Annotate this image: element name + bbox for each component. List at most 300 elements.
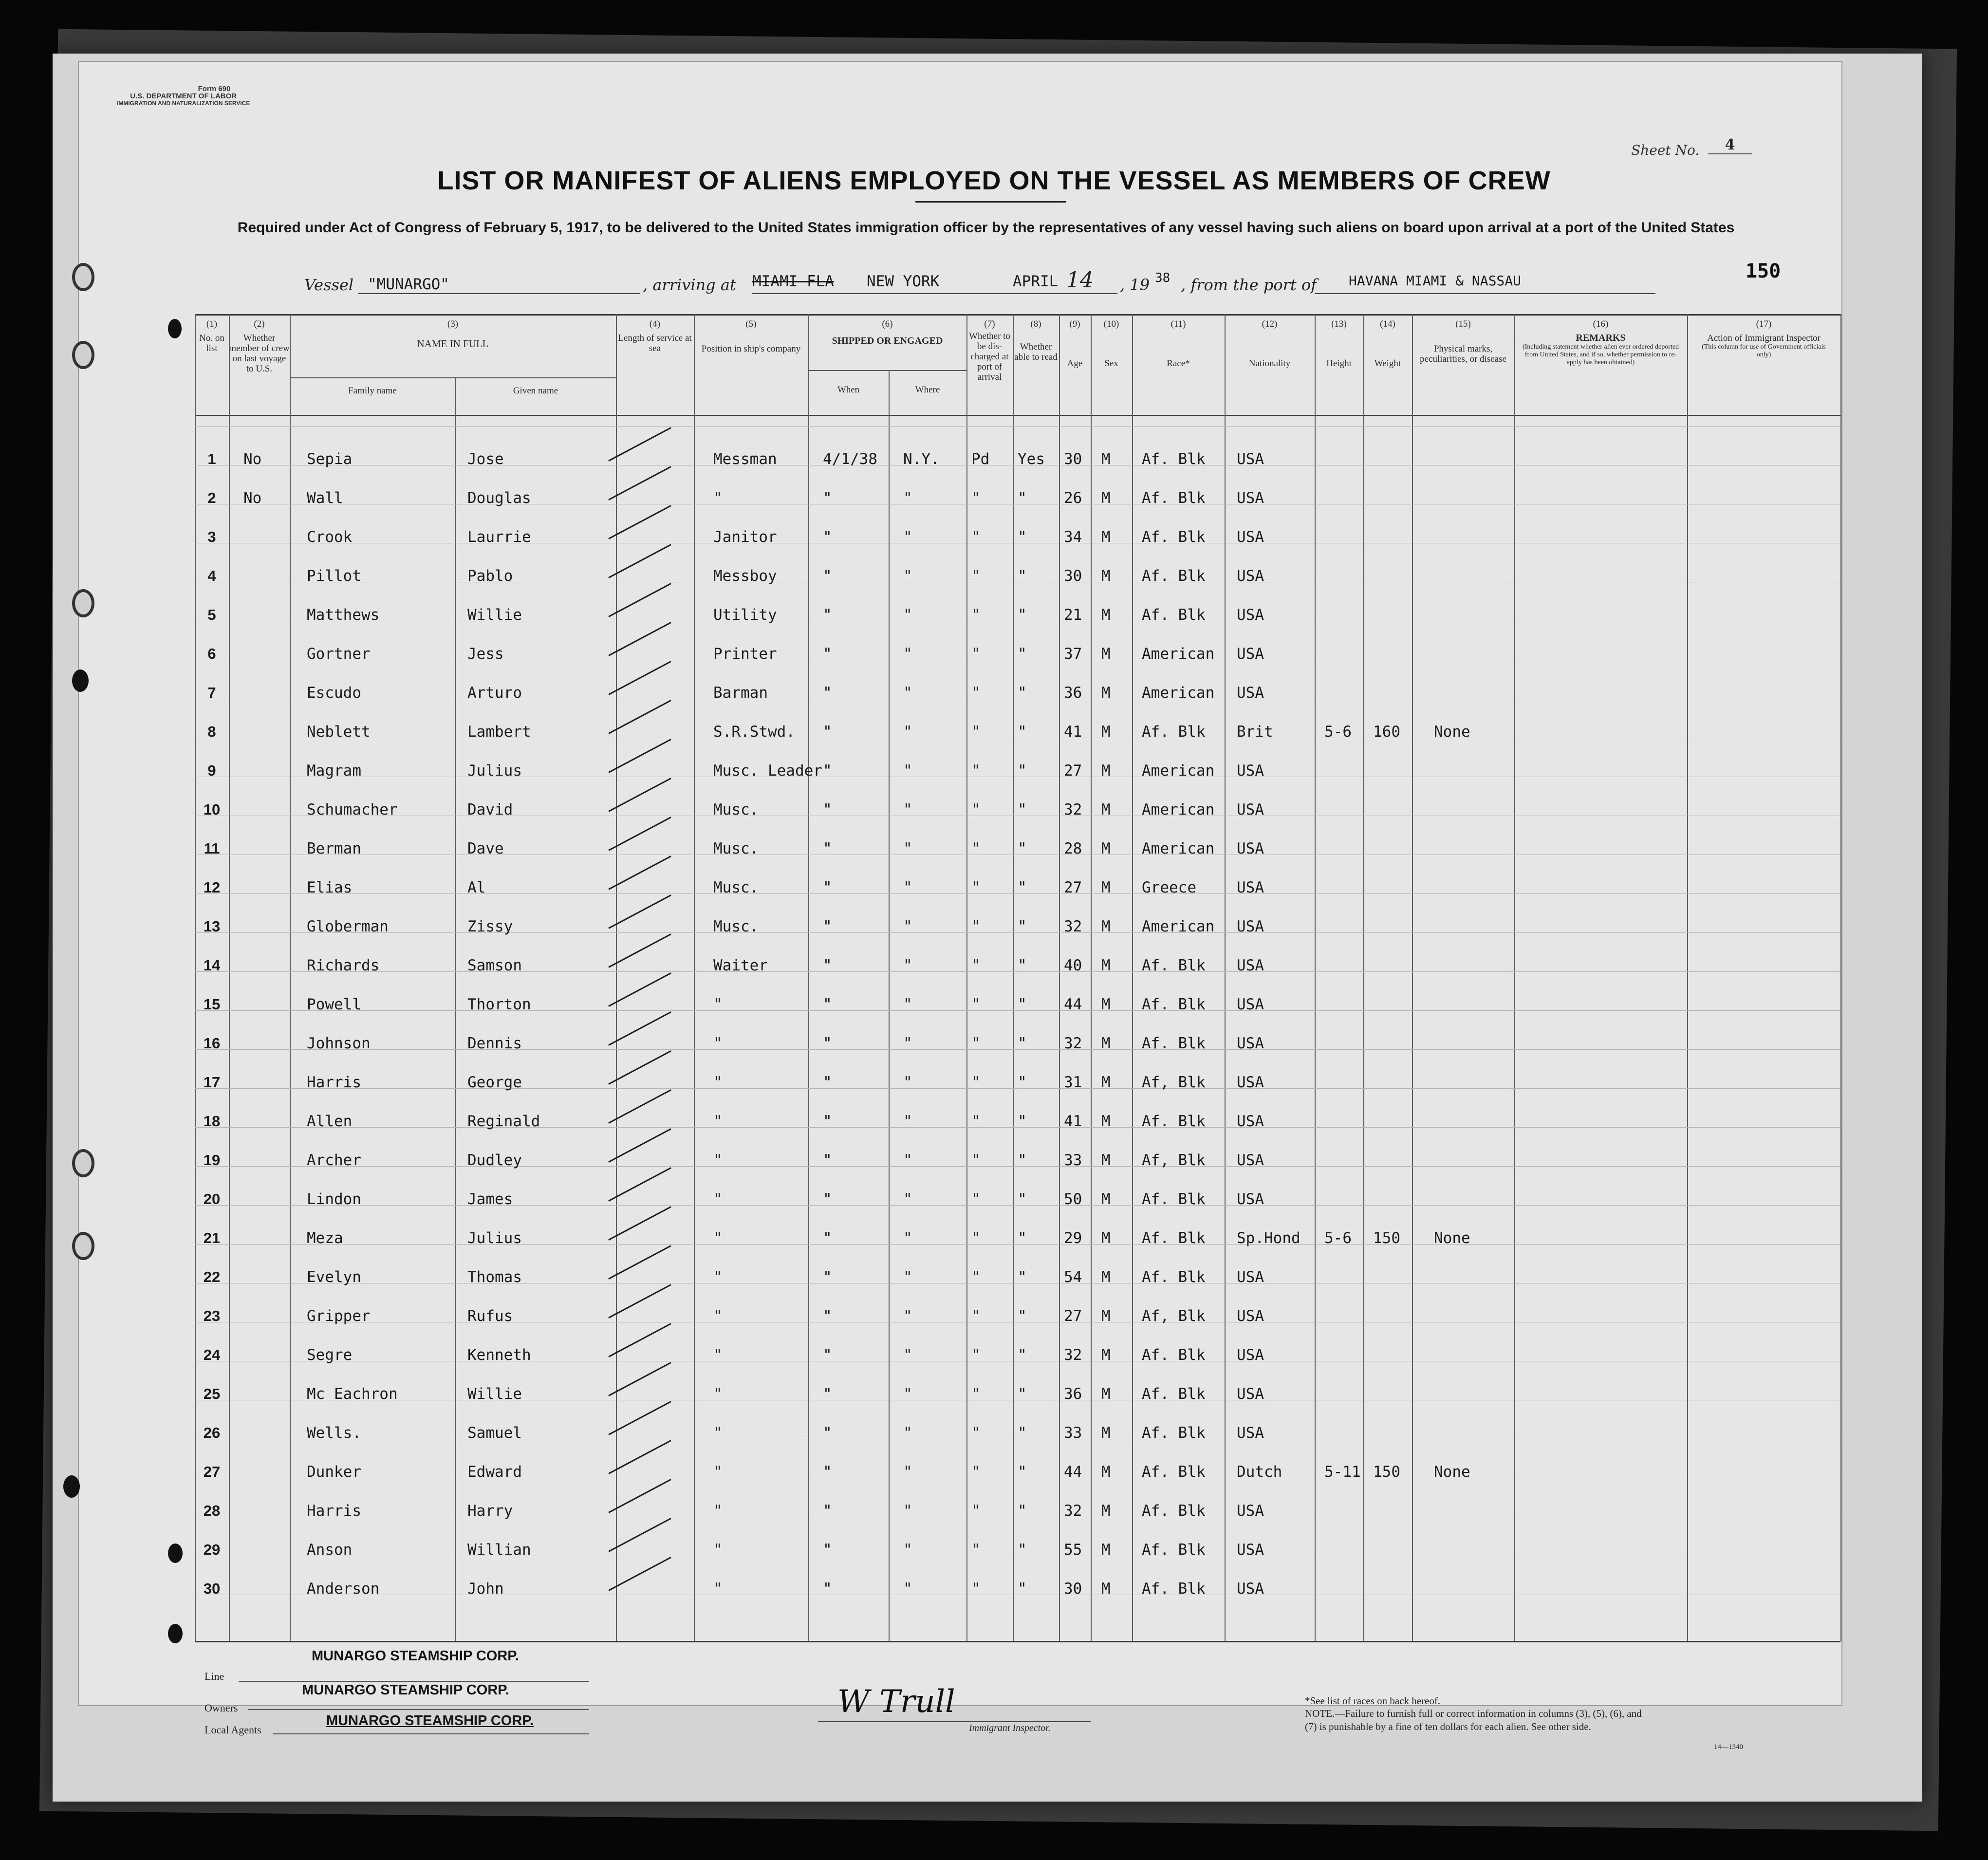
- arrival-day: 14: [1066, 268, 1094, 293]
- column-rule: [229, 314, 230, 1641]
- column-rule: [1132, 314, 1133, 1641]
- given-name: Kenneth: [467, 1346, 531, 1364]
- sex: M: [1101, 528, 1111, 546]
- age: 27: [1064, 762, 1082, 780]
- race: Af. Blk: [1142, 1268, 1206, 1286]
- col-number: (9): [1069, 319, 1080, 329]
- discharged: Pd: [971, 450, 990, 468]
- col-number: (11): [1171, 319, 1186, 329]
- family-name: Schumacher: [307, 801, 398, 818]
- age: 32: [1064, 1502, 1082, 1520]
- able-to-read: Yes: [1018, 450, 1045, 468]
- column-rule: [616, 314, 617, 1641]
- family-name: Pillot: [307, 567, 361, 585]
- ship-position: Musc.: [713, 879, 759, 896]
- line-label: Line: [204, 1670, 224, 1682]
- nationality: USA: [1237, 1346, 1264, 1364]
- shipped-where: ": [903, 840, 912, 857]
- service-name: IMMIGRATION AND NATURALIZATION SERVICE: [117, 100, 250, 107]
- sex: M: [1101, 918, 1111, 935]
- document-subtitle: Required under Act of Congress of February 5, 1917, to be delivered to the United States immigration officer by the representatives of any vessel having such aliens on board upon arrival at a port of the United States: [237, 220, 1735, 236]
- ship-position: ": [713, 1463, 723, 1481]
- age: 44: [1064, 1463, 1082, 1481]
- nationality: USA: [1237, 879, 1264, 896]
- given-name: Willie: [467, 1385, 522, 1403]
- nationality: USA: [1237, 1190, 1264, 1208]
- row-number: 30: [203, 1580, 221, 1597]
- discharged: ": [971, 840, 981, 857]
- discharged: ": [971, 489, 981, 507]
- family-name: Lindon: [307, 1190, 361, 1208]
- race: American: [1142, 762, 1215, 780]
- shipped-when: ": [823, 1424, 832, 1442]
- family-name: Anderson: [307, 1580, 380, 1598]
- discharged: ": [971, 1268, 981, 1286]
- given-name: Edward: [467, 1463, 522, 1481]
- given-name: Samuel: [467, 1424, 522, 1442]
- nationality: Dutch: [1237, 1463, 1282, 1481]
- shipped-when: ": [823, 918, 832, 935]
- col-title: Action of Immigrant Inspector: [1707, 333, 1821, 343]
- height: 5-11: [1324, 1463, 1361, 1481]
- row-number: 14: [203, 957, 221, 974]
- nationality: USA: [1237, 684, 1264, 702]
- column-rule: [889, 370, 890, 1641]
- ship-position: ": [713, 1074, 723, 1091]
- shipped-where: ": [903, 528, 912, 546]
- able-to-read: ": [1018, 801, 1027, 818]
- col8-header: [1013, 319, 1059, 362]
- col-number: (15): [1455, 319, 1471, 329]
- shipped-when: ": [823, 1502, 832, 1520]
- age: 28: [1064, 840, 1082, 857]
- nationality: USA: [1237, 1424, 1264, 1442]
- col-title: Position in ship's company: [701, 344, 801, 354]
- col14-header: [1363, 319, 1412, 369]
- sex: M: [1101, 1074, 1111, 1091]
- col-title: Height: [1326, 358, 1352, 369]
- shipped-when: ": [823, 723, 832, 741]
- sex: M: [1101, 684, 1111, 702]
- col-title: Race*: [1167, 358, 1190, 369]
- race: Af, Blk: [1142, 1152, 1206, 1169]
- col6a-header: When: [837, 385, 860, 395]
- ship-position: Janitor: [713, 528, 777, 546]
- shipped-where: ": [903, 1152, 912, 1169]
- vessel-label: Vessel: [304, 276, 354, 294]
- owners-label: Owners: [204, 1702, 238, 1714]
- row-number: 26: [203, 1424, 221, 1441]
- able-to-read: ": [1018, 762, 1027, 780]
- col13-header: [1315, 319, 1363, 369]
- shipped-where: ": [903, 1113, 912, 1130]
- given-name: Dave: [467, 840, 504, 857]
- col-title: SHIPPED OR ENGAGED: [832, 335, 943, 346]
- col-title: Whether able to read: [1014, 342, 1058, 362]
- row-number: 3: [207, 528, 216, 545]
- inspector-label: Immigrant Inspector.: [969, 1723, 1051, 1733]
- vessel-name: "MUNARGO": [368, 276, 449, 293]
- able-to-read: ": [1018, 879, 1027, 896]
- shipped-when: ": [823, 1268, 832, 1286]
- races-note: *See list of races on back hereof.: [1305, 1695, 1441, 1707]
- discharged: ": [971, 1229, 981, 1247]
- col-title: Length of service at sea: [618, 333, 692, 353]
- row-number: 4: [207, 567, 216, 584]
- given-name: Lambert: [467, 723, 531, 741]
- race: American: [1142, 645, 1215, 663]
- punch-hole: [72, 1149, 94, 1177]
- sex: M: [1101, 996, 1111, 1013]
- nationality: USA: [1237, 918, 1264, 935]
- crew-last-voyage: No: [243, 450, 262, 468]
- col3-header: [290, 319, 616, 349]
- nationality: USA: [1237, 1385, 1264, 1403]
- family-name: Matthews: [307, 606, 380, 624]
- age: 34: [1064, 528, 1082, 546]
- race: American: [1142, 801, 1215, 818]
- age: 30: [1064, 567, 1082, 585]
- ship-position: ": [713, 1424, 723, 1442]
- discharged: ": [971, 1190, 981, 1208]
- row-number: 20: [203, 1190, 221, 1208]
- race: Af. Blk: [1142, 996, 1206, 1013]
- ship-position: Musc.: [713, 918, 759, 935]
- discharged: ": [971, 1113, 981, 1130]
- col-number: (17): [1756, 319, 1772, 329]
- row-number: 12: [203, 879, 221, 896]
- col-title: Nationality: [1248, 358, 1291, 369]
- shipped-when: ": [823, 762, 832, 780]
- race: Af. Blk: [1142, 1541, 1206, 1559]
- row-number: 28: [203, 1502, 221, 1519]
- penalty-note: NOTE.—Failure to furnish full or correct information in columns (3), (5), (6), and (7) is punishable by a fine of ten dollars for each alien. See other side.: [1305, 1708, 1642, 1732]
- age: 41: [1064, 1113, 1082, 1130]
- family-name: Sepia: [307, 450, 353, 468]
- discharged: ": [971, 1307, 981, 1325]
- shipped-where: ": [903, 567, 912, 585]
- nationality: USA: [1237, 840, 1264, 857]
- able-to-read: ": [1018, 1113, 1027, 1130]
- ship-position: ": [713, 1152, 723, 1169]
- col-number: (7): [984, 319, 995, 329]
- discharged: ": [971, 1502, 981, 1520]
- shipped-when: ": [823, 957, 832, 974]
- able-to-read: ": [1018, 723, 1027, 741]
- race: American: [1142, 684, 1215, 702]
- shipped-when: ": [823, 1580, 832, 1598]
- age: 30: [1064, 450, 1082, 468]
- sex: M: [1101, 1424, 1111, 1442]
- department-name: U.S. DEPARTMENT OF LABOR: [130, 92, 237, 100]
- able-to-read: ": [1018, 918, 1027, 935]
- discharged: ": [971, 528, 981, 546]
- given-name: Julius: [467, 1229, 522, 1247]
- weight: 150: [1373, 1229, 1400, 1247]
- nationality: USA: [1237, 1268, 1264, 1286]
- family-name: Archer: [307, 1152, 361, 1169]
- shipped-where: ": [903, 489, 912, 507]
- race: Af. Blk: [1142, 1190, 1206, 1208]
- shipped-where: ": [903, 1229, 912, 1247]
- discharged: ": [971, 723, 981, 741]
- sex: M: [1101, 1229, 1111, 1247]
- punch-hole: [168, 319, 182, 338]
- shipped-when: ": [823, 1152, 832, 1169]
- able-to-read: ": [1018, 1541, 1027, 1559]
- title-underline: [915, 201, 1066, 203]
- shipped-where: ": [903, 1346, 912, 1364]
- col-number: (6): [882, 319, 893, 329]
- col-number: (2): [254, 319, 265, 329]
- able-to-read: ": [1018, 1190, 1027, 1208]
- column-rule: [808, 314, 809, 1641]
- family-name: Harris: [307, 1074, 361, 1091]
- family-name: Magram: [307, 762, 361, 780]
- col-title: Weight: [1374, 358, 1401, 369]
- given-name: Harry: [467, 1502, 513, 1520]
- weight: 150: [1373, 1463, 1400, 1481]
- sex: M: [1101, 1346, 1111, 1364]
- nationality: USA: [1237, 1035, 1264, 1052]
- nationality: USA: [1237, 1541, 1264, 1559]
- shipped-when: ": [823, 606, 832, 624]
- column-rule: [1687, 314, 1688, 1641]
- race: Af. Blk: [1142, 489, 1206, 507]
- shipped-where: ": [903, 996, 912, 1013]
- given-name: Dudley: [467, 1152, 522, 1169]
- sex: M: [1101, 1113, 1111, 1130]
- discharged: ": [971, 1541, 981, 1559]
- nationality: USA: [1237, 606, 1264, 624]
- sex: M: [1101, 645, 1111, 663]
- year-suffix: 38: [1155, 271, 1171, 285]
- sex: M: [1101, 1541, 1111, 1559]
- family-name: Elias: [307, 879, 353, 896]
- shipped-when: ": [823, 1229, 832, 1247]
- from-port-label: , from the port of: [1181, 276, 1317, 294]
- arriving-port-struck: MIAMI FLA: [752, 273, 834, 290]
- column-rule: [1225, 314, 1226, 1641]
- shipped-when: ": [823, 801, 832, 818]
- table-bottom-border: [195, 1641, 1840, 1642]
- ship-position: ": [713, 1502, 723, 1520]
- owners-value: MUNARGO STEAMSHIP CORP.: [302, 1682, 509, 1698]
- age: 32: [1064, 918, 1082, 935]
- age: 36: [1064, 1385, 1082, 1403]
- ship-position: Messboy: [713, 567, 777, 585]
- from-port: HAVANA MIAMI & NASSAU: [1349, 273, 1522, 289]
- shipped-where: ": [903, 1424, 912, 1442]
- sex: M: [1101, 1463, 1111, 1481]
- race: Af. Blk: [1142, 957, 1206, 974]
- column-rule: [1363, 314, 1364, 1641]
- given-name: Al: [467, 879, 486, 896]
- print-code: 14—1340: [1714, 1743, 1743, 1751]
- sex: M: [1101, 1190, 1111, 1208]
- nationality: USA: [1237, 528, 1264, 546]
- shipped-where: ": [903, 723, 912, 741]
- age: 31: [1064, 1074, 1082, 1091]
- able-to-read: ": [1018, 1035, 1027, 1052]
- col17-header: [1687, 319, 1840, 359]
- family-name: Escudo: [307, 684, 361, 702]
- race: Af. Blk: [1142, 1463, 1206, 1481]
- agents-label: Local Agents: [204, 1724, 261, 1736]
- able-to-read: ": [1018, 645, 1027, 663]
- age: 32: [1064, 801, 1082, 818]
- row-number: 23: [203, 1307, 221, 1324]
- given-name: James: [467, 1190, 513, 1208]
- col-title: Physical marks, peculiarities, or disease: [1420, 344, 1506, 364]
- shipped-where: ": [903, 957, 912, 974]
- shipped-where: ": [903, 1307, 912, 1325]
- sex: M: [1101, 840, 1111, 857]
- age: 37: [1064, 645, 1082, 663]
- able-to-read: ": [1018, 840, 1027, 857]
- ship-position: Musc.: [713, 801, 759, 818]
- name-subheader-rule: [290, 377, 616, 378]
- age: 32: [1064, 1035, 1082, 1052]
- col16-header: [1514, 319, 1687, 367]
- shipped-where: ": [903, 1268, 912, 1286]
- col5-header: [694, 319, 808, 354]
- ship-position: Barman: [713, 684, 768, 702]
- row-number: 24: [203, 1346, 221, 1363]
- row-number: 8: [207, 723, 216, 740]
- shipped-when: ": [823, 879, 832, 896]
- sex: M: [1101, 1580, 1111, 1598]
- given-name: Willian: [467, 1541, 531, 1559]
- arriving-label: , arriving at: [643, 276, 736, 294]
- row-number: 11: [204, 840, 220, 857]
- given-name: Jose: [467, 450, 504, 468]
- col-title: Whether to be dis-charged at port of arrival: [969, 331, 1010, 382]
- race: Af. Blk: [1142, 1346, 1206, 1364]
- nationality: Sp.Hond: [1237, 1229, 1301, 1247]
- sheet-number-label: Sheet No.: [1631, 142, 1700, 158]
- family-name: Richards: [307, 957, 380, 974]
- family-name: Anson: [307, 1541, 353, 1559]
- col-number: (5): [745, 319, 757, 329]
- row-number: 5: [207, 606, 216, 623]
- given-name: Samson: [467, 957, 522, 974]
- age: 41: [1064, 723, 1082, 741]
- family-name: Globerman: [307, 918, 389, 935]
- shipped-when: ": [823, 1035, 832, 1052]
- family-name: Harris: [307, 1502, 361, 1520]
- shipped-when: ": [823, 1307, 832, 1325]
- able-to-read: ": [1018, 567, 1027, 585]
- race: Af. Blk: [1142, 1580, 1206, 1598]
- row-number: 18: [203, 1113, 221, 1130]
- able-to-read: ": [1018, 1385, 1027, 1403]
- family-name: Wells.: [307, 1424, 361, 1442]
- col-title: Age: [1067, 358, 1083, 369]
- col15-header: [1412, 319, 1514, 364]
- race: Af. Blk: [1142, 1035, 1206, 1052]
- sex: M: [1101, 957, 1111, 974]
- ship-position: ": [713, 1113, 723, 1130]
- race: Af, Blk: [1142, 1307, 1206, 1325]
- shipped-when: ": [823, 1346, 832, 1364]
- age: 27: [1064, 1307, 1082, 1325]
- row-number: 13: [203, 918, 221, 935]
- able-to-read: ": [1018, 1074, 1027, 1091]
- race: Af. Blk: [1142, 567, 1206, 585]
- column-rule: [966, 314, 967, 1641]
- race: Af. Blk: [1142, 450, 1206, 468]
- shipped-where: N.Y.: [903, 450, 940, 468]
- able-to-read: ": [1018, 1307, 1027, 1325]
- ship-position: ": [713, 1580, 723, 1598]
- shipped-where: ": [903, 645, 912, 663]
- able-to-read: ": [1018, 528, 1027, 546]
- given-name: Thorton: [467, 996, 531, 1013]
- col3b-header: Given name: [513, 386, 558, 396]
- document-title: LIST OR MANIFEST OF ALIENS EMPLOYED ON THE VESSEL AS MEMBERS OF CREW: [437, 166, 1551, 195]
- discharged: ": [971, 1385, 981, 1403]
- age: 54: [1064, 1268, 1082, 1286]
- shipped-where: ": [903, 1580, 912, 1598]
- punch-hole: [72, 341, 94, 369]
- race: Af. Blk: [1142, 1502, 1206, 1520]
- given-name: Thomas: [467, 1268, 522, 1286]
- shipped-when: ": [823, 489, 832, 507]
- family-name: Crook: [307, 528, 353, 546]
- given-name: Jess: [467, 645, 504, 663]
- shipped-when: ": [823, 567, 832, 585]
- col-number: (4): [649, 319, 661, 329]
- discharged: ": [971, 996, 981, 1013]
- given-name: Zissy: [467, 918, 513, 935]
- shipped-where: ": [903, 801, 912, 818]
- agents-value: MUNARGO STEAMSHIP CORP.: [326, 1713, 534, 1729]
- shipped-when: 4/1/38: [823, 450, 877, 468]
- column-rule: [1514, 314, 1515, 1641]
- shipped-when: ": [823, 684, 832, 702]
- shipped-where: ": [903, 1502, 912, 1520]
- ship-position: ": [713, 1268, 723, 1286]
- discharged: ": [971, 1580, 981, 1598]
- ship-position: Waiter: [713, 957, 768, 974]
- ship-position: Printer: [713, 645, 777, 663]
- shipped-where: ": [903, 1035, 912, 1052]
- race: Af. Blk: [1142, 1424, 1206, 1442]
- ship-position: ": [713, 1541, 723, 1559]
- nationality: USA: [1237, 489, 1264, 507]
- shipped-where: ": [903, 879, 912, 896]
- column-rule: [1412, 314, 1413, 1641]
- nationality: USA: [1237, 1502, 1264, 1520]
- sex: M: [1101, 1502, 1111, 1520]
- height: 5-6: [1324, 723, 1352, 741]
- sex: M: [1101, 1307, 1111, 1325]
- row-rule: [195, 426, 1840, 427]
- col-number: (8): [1030, 319, 1041, 329]
- sex: M: [1101, 801, 1111, 818]
- physical-marks: None: [1434, 1229, 1470, 1247]
- race: Af. Blk: [1142, 723, 1206, 741]
- shipped-where: ": [903, 1190, 912, 1208]
- able-to-read: ": [1018, 1463, 1027, 1481]
- shipped-where: ": [903, 1385, 912, 1403]
- discharged: ": [971, 1346, 981, 1364]
- ship-position: Utility: [713, 606, 777, 624]
- col1-header: [195, 319, 229, 353]
- shipped-when: ": [823, 528, 832, 546]
- age: 36: [1064, 684, 1082, 702]
